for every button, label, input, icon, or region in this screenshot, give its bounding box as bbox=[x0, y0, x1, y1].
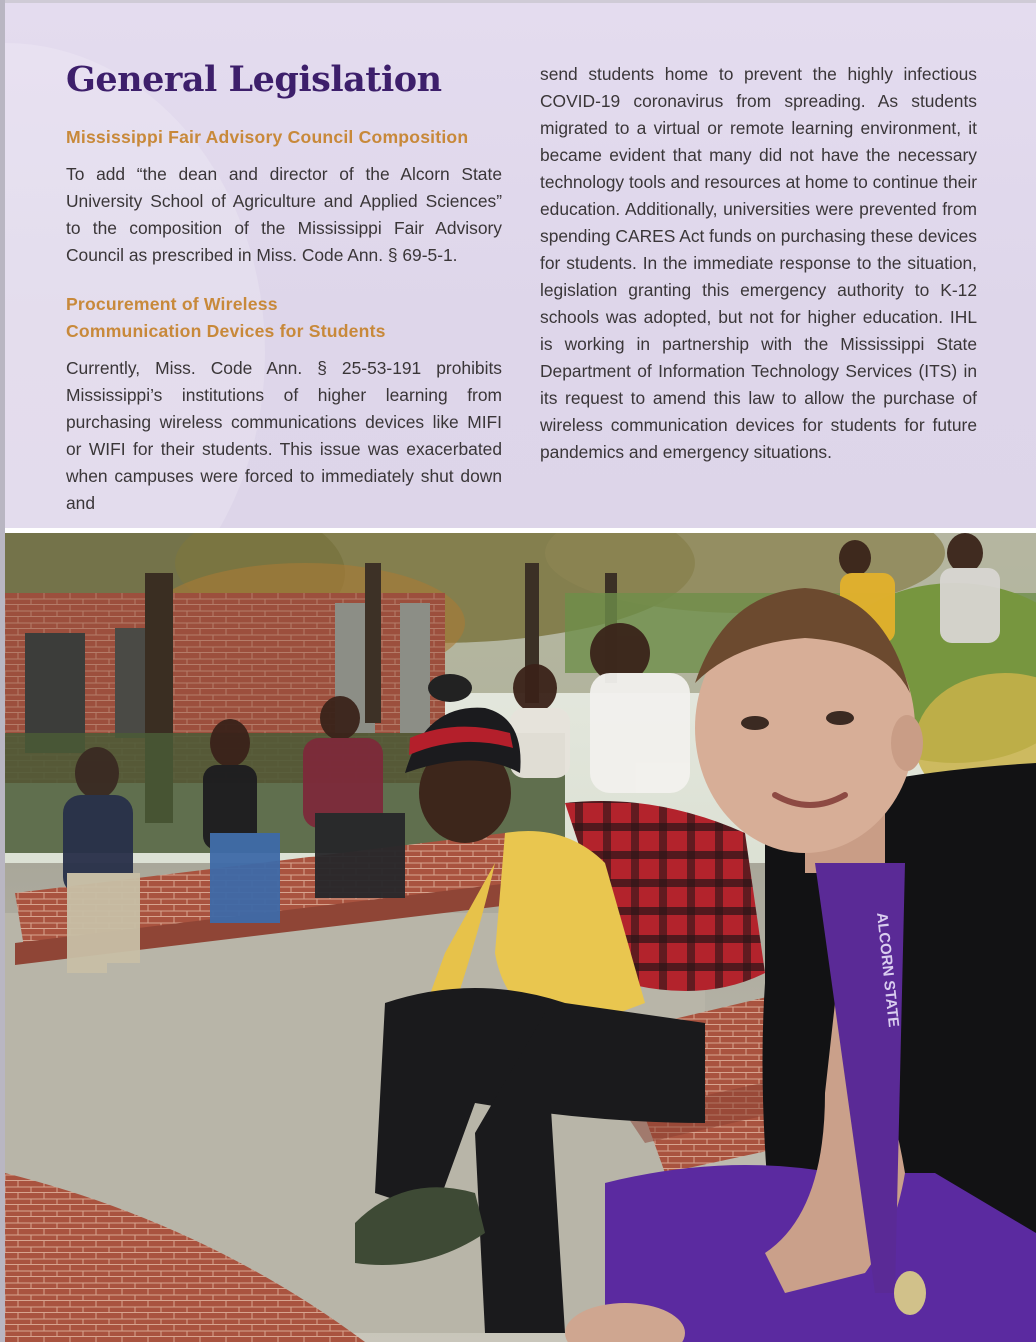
campus-photo-illustration bbox=[5, 533, 1036, 1342]
section-body-fair-council: To add “the dean and director of the Alcorn State University School of Agriculture and Applied Sciences” to the composition of the Mississippi Fair Advisory Council as prescribed in Miss. Code Ann. § 69-5-1. bbox=[66, 164, 502, 265]
section-body-wireless-part-1: Currently, Miss. Code Ann. § 25-53-191 prohibits Mississippi’s institutions of higher learning from purchasing wireless communications devices like MIFI or WIFI for their students. This issue was exacerbated when campuses were forced to immediately shut down and bbox=[66, 358, 502, 513]
right-column bbox=[540, 61, 977, 466]
left-column bbox=[66, 58, 502, 517]
lanyard-text: ALCORN STATE bbox=[873, 911, 902, 1029]
page-title: General Legislation bbox=[66, 59, 442, 100]
section-heading-line-1: Procurement of Wireless bbox=[66, 294, 278, 314]
section-heading-line-2: Communication Devices for Students bbox=[66, 321, 386, 341]
section-heading-fair-council: Mississippi Fair Advisory Council Composition bbox=[66, 127, 469, 147]
campus-photo bbox=[5, 533, 1036, 1342]
section-heading-wireless-devices bbox=[66, 291, 502, 345]
section-body-wireless-part-2: send students home to prevent the highly infectious COVID-19 coronavirus from spreading. As students migrated to a virtual or remote learning environment, it became evident that many did not have the necessary technology tools and resources at home to continue their education. Additionally, universities were prevented from spending CARES Act funds on purchasing these devices for students. In the immediate response to the situation, legislation granting this emergency authority to K-12 schools was adopted, but not for higher education. IHL is working in partnership with the Mississippi State Department of Information Technology Services (ITS) in its request to amend this law to allow the purchase of wireless communication devices for students for future pandemics and emergency situations. bbox=[540, 64, 977, 462]
